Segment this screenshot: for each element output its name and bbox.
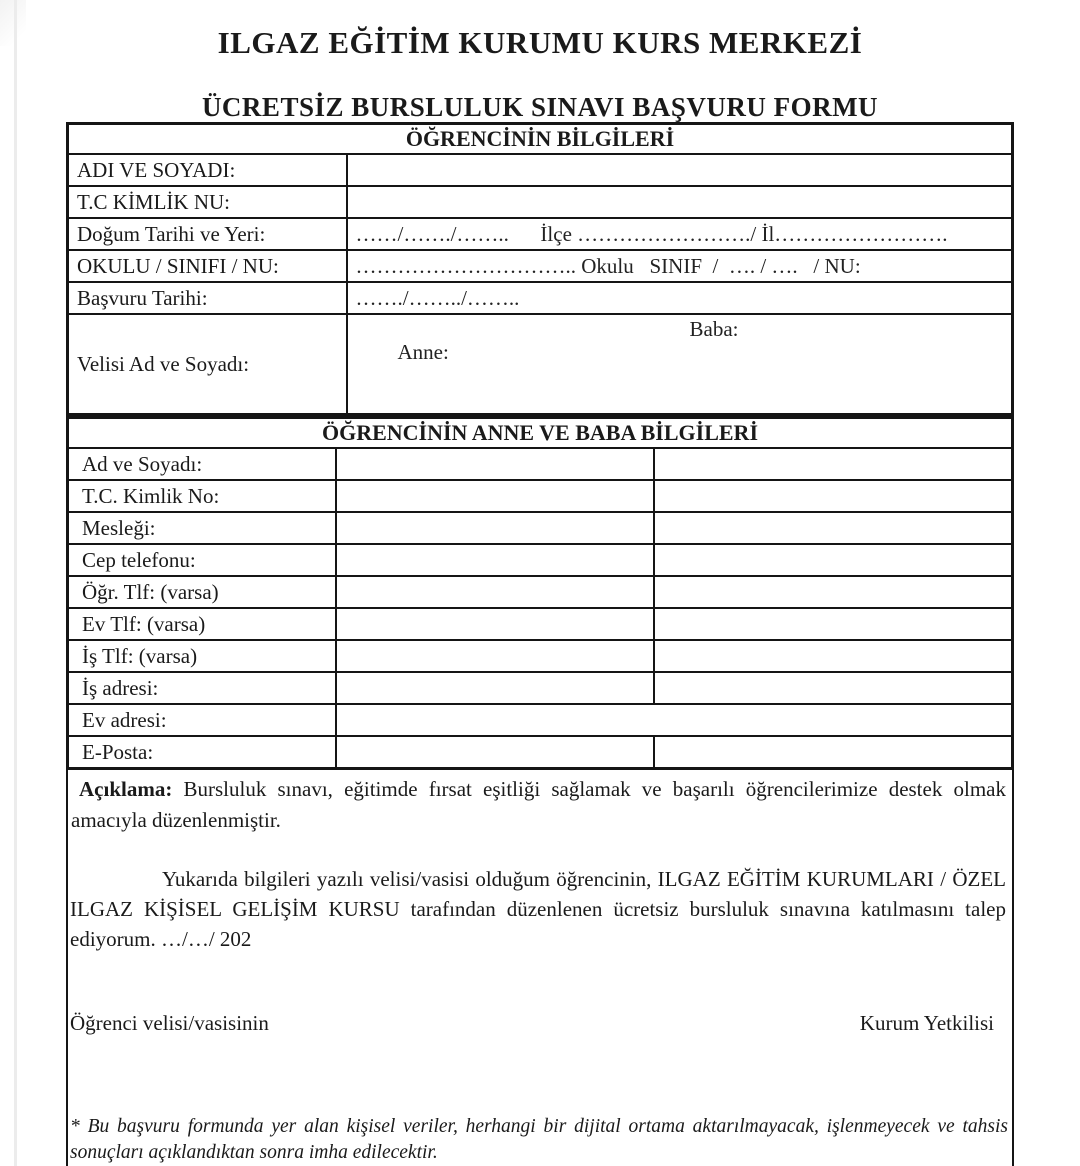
- table-row: [68, 418, 1013, 449]
- table-row: [68, 544, 1013, 576]
- mother-home-phone-field: [336, 608, 654, 640]
- father-work-address-field: [654, 672, 1013, 704]
- father-home-phone-field: [654, 608, 1013, 640]
- parent-home-phone-label: Ev Tlf: (varsa): [68, 608, 336, 640]
- guardian-name-label: Velisi Ad ve Soyadı:: [68, 314, 347, 415]
- birth-date-place-label: Doğum Tarihi ve Yeri:: [68, 218, 347, 250]
- table-row: [68, 448, 1013, 480]
- parent-student-phone-label: Öğr. Tlf: (varsa): [68, 576, 336, 608]
- table-row: [68, 282, 1013, 314]
- mother-email-field: [336, 736, 654, 769]
- father-sublabel: Baba:: [689, 317, 739, 341]
- parent-work-address-label: İş adresi:: [68, 672, 336, 704]
- form-title: ILGAZ EĞİTİM KURUMU KURS MERKEZİ: [217, 25, 863, 60]
- table-row: [68, 704, 1013, 736]
- table-row: [68, 672, 1013, 704]
- father-email-field: [654, 736, 1013, 769]
- table-row: [68, 186, 1013, 218]
- declaration-box: [66, 770, 1014, 1166]
- birth-date-place-field: ……/……./…….. İlçe ……………………./ İl…………………….: [347, 218, 1013, 250]
- student-name-label: ADI VE SOYADI:: [68, 154, 347, 186]
- signature-row: [70, 1008, 994, 1038]
- father-id-field: [654, 480, 1013, 512]
- aciklama-paragraph: [71, 774, 1006, 836]
- student-id-field: [347, 186, 1013, 218]
- father-occupation-field: [654, 512, 1013, 544]
- school-class-number-field: ………………………….. Okulu SINIF / …. / …. / NU:: [347, 250, 1013, 282]
- home-address-field: [336, 704, 1013, 736]
- table-row: [68, 480, 1013, 512]
- mother-work-address-field: [336, 672, 654, 704]
- parents-info-table: [66, 416, 1014, 770]
- table-row: [68, 250, 1013, 282]
- privacy-note: * Bu başvuru formunda yer alan kişisel veriler, herhangi bir dijital ortama aktarılmayacak, işlenmeyecek ve tahsis sonuçları açıklandıktan sonra imha edilecektir.: [70, 1116, 1008, 1163]
- parent-work-phone-label: İş Tlf: (varsa): [68, 640, 336, 672]
- table-row: [68, 124, 1013, 155]
- table-row: [68, 576, 1013, 608]
- application-date-label: Başvuru Tarihi:: [68, 282, 347, 314]
- father-student-phone-field: [654, 576, 1013, 608]
- mother-mobile-field: [336, 544, 654, 576]
- table-row: [68, 640, 1013, 672]
- parents-table-header: ÖĞRENCİNİN ANNE VE BABA BİLGİLERİ: [68, 418, 1013, 449]
- father-name-field: [654, 448, 1013, 480]
- guardian-signature-label: Öğrenci velisi/vasisinin: [70, 1011, 269, 1035]
- guardian-name-field: [347, 314, 1013, 415]
- parent-id-label: T.C. Kimlik No:: [68, 480, 336, 512]
- request-paragraph: Yukarıda bilgileri yazılı velisi/vasisi olduğum öğrencinin, ILGAZ EĞİTİM KURUMLARI / ÖZEL ILGAZ KİŞİSEL GELİŞİM KURSU tarafından düzenlenen ücretsiz bursluluk sınavına katılmasını talep ediyorum. …/…/ 202: [70, 867, 1006, 951]
- parent-email-label: E-Posta:: [68, 736, 336, 769]
- father-mobile-field: [654, 544, 1013, 576]
- scan-page-edge: [14, 0, 17, 1166]
- mother-name-field: [336, 448, 654, 480]
- form-subtitle: ÜCRETSİZ BURSLULUK SINAVI BAŞVURU FORMU: [201, 92, 879, 122]
- table-row: [68, 218, 1013, 250]
- student-info-table: [66, 122, 1014, 416]
- student-name-field: [347, 154, 1013, 186]
- aciklama-label: Açıklama:: [79, 777, 173, 801]
- table-row: [68, 154, 1013, 186]
- parent-name-label: Ad ve Soyadı:: [68, 448, 336, 480]
- school-class-number-label: OKULU / SINIFI / NU:: [68, 250, 347, 282]
- mother-occupation-field: [336, 512, 654, 544]
- table-row: [68, 314, 1013, 415]
- mother-id-field: [336, 480, 654, 512]
- mother-sublabel: Anne:: [397, 340, 449, 364]
- table-row: [68, 608, 1013, 640]
- student-table-header: ÖĞRENCİNİN BİLGİLERİ: [68, 124, 1013, 155]
- table-row: [68, 736, 1013, 769]
- mother-work-phone-field: [336, 640, 654, 672]
- parent-home-address-label: Ev adresi:: [68, 704, 336, 736]
- aciklama-text: Bursluluk sınavı, eğitimde fırsat eşitliği sağlamak ve başarılı öğrencilerimize destek olmak amacıyla düzenlenmiştir.: [71, 777, 1006, 832]
- father-work-phone-field: [654, 640, 1013, 672]
- parent-occupation-label: Mesleği:: [68, 512, 336, 544]
- official-signature-label: Kurum Yetkilisi: [859, 1011, 994, 1035]
- student-id-label: T.C KİMLİK NU:: [68, 186, 347, 218]
- mother-student-phone-field: [336, 576, 654, 608]
- table-row: [68, 512, 1013, 544]
- application-date-field: ……./……../……..: [347, 282, 1013, 314]
- scan-corner-artifact: [0, 0, 26, 46]
- parent-mobile-label: Cep telefonu:: [68, 544, 336, 576]
